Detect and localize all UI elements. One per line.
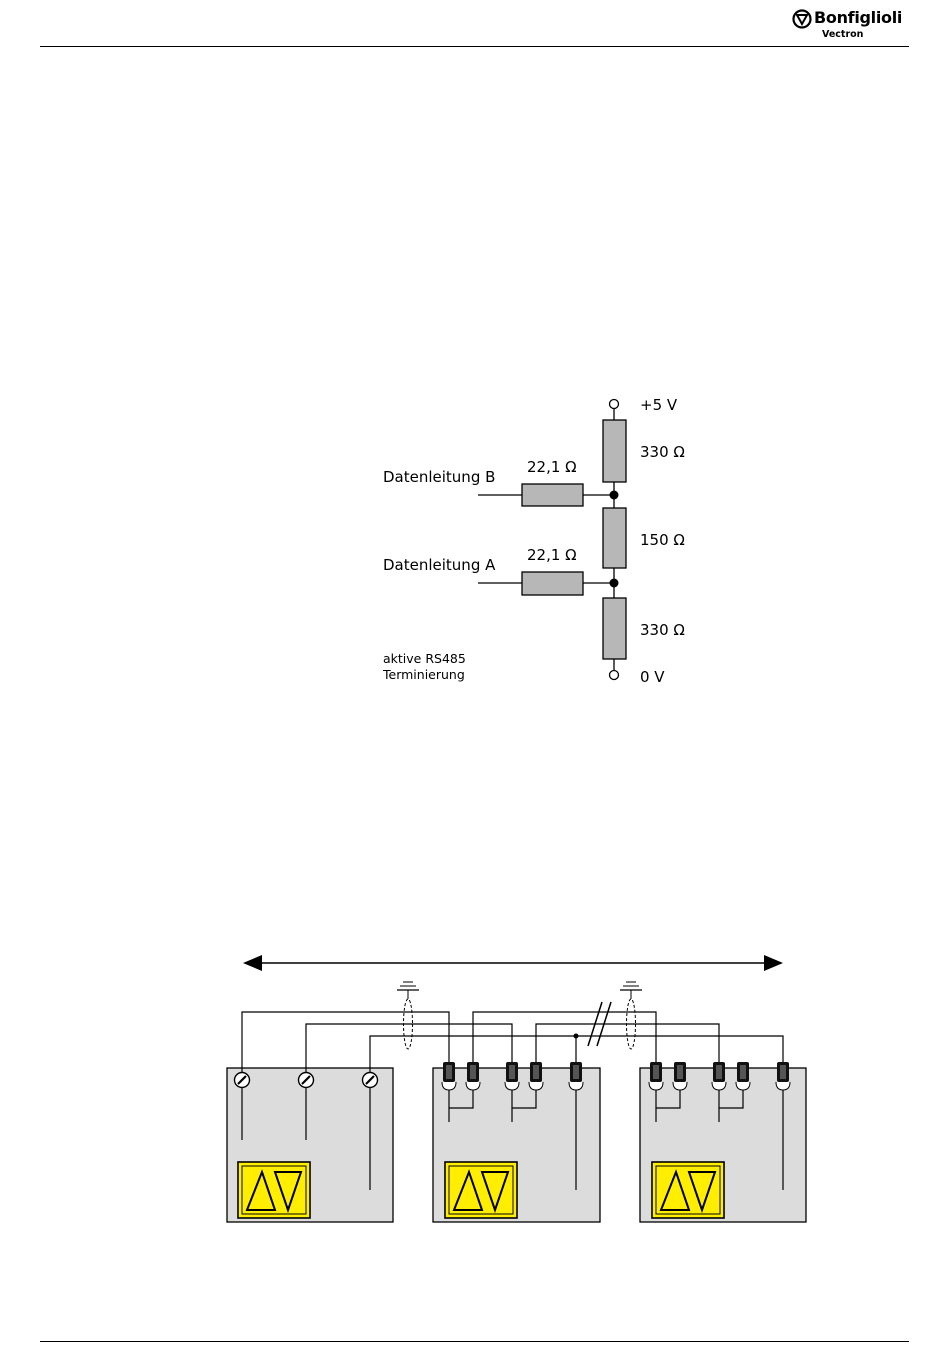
footer-rule xyxy=(40,1341,909,1342)
resistor-lower xyxy=(603,598,626,659)
brand-name: Bonfiglioli xyxy=(814,8,903,27)
inverter-symbol-icon xyxy=(238,1162,310,1218)
ground-label: 0 V xyxy=(640,668,665,686)
spring-terminal-icon xyxy=(569,1062,583,1090)
supply-label: +5 V xyxy=(640,396,678,414)
screw-terminal-icon xyxy=(299,1073,314,1088)
header-rule xyxy=(40,46,909,47)
spring-terminal-icon xyxy=(505,1062,519,1090)
screw-terminal-icon xyxy=(363,1073,378,1088)
resistor-b xyxy=(522,484,583,506)
spring-terminal-icon xyxy=(466,1062,480,1090)
resistor-middle-label: 150 Ω xyxy=(640,531,685,549)
supply-terminal xyxy=(610,400,619,409)
rs485-termination-diagram xyxy=(370,390,710,690)
spring-terminal-icon xyxy=(529,1062,543,1090)
brand-subname: Vectron xyxy=(822,29,864,40)
caption-line-2: Terminierung xyxy=(383,667,465,682)
resistor-middle xyxy=(603,508,626,568)
bonfiglioli-logo-icon xyxy=(792,9,812,29)
screw-terminal-icon xyxy=(235,1073,250,1088)
inverter-symbol-icon xyxy=(445,1162,517,1218)
caption-line-1: aktive RS485 xyxy=(383,651,466,666)
spring-terminal-icon xyxy=(673,1062,687,1090)
spring-terminal-icon xyxy=(649,1062,663,1090)
ground-terminal xyxy=(610,671,619,680)
resistor-a-label: 22,1 Ω xyxy=(527,546,577,564)
resistor-upper-label: 330 Ω xyxy=(640,443,685,461)
spring-terminal-icon xyxy=(712,1062,726,1090)
inverter-symbol-icon xyxy=(652,1162,724,1218)
resistor-lower-label: 330 Ω xyxy=(640,621,685,639)
spring-terminal-icon xyxy=(442,1062,456,1090)
spring-terminal-icon xyxy=(776,1062,790,1090)
line-a-label: Datenleitung A xyxy=(383,556,496,574)
resistor-b-label: 22,1 Ω xyxy=(527,458,577,476)
rs485-bus-wiring-diagram xyxy=(220,945,820,1230)
line-b-label: Datenleitung B xyxy=(383,468,496,486)
resistor-a xyxy=(522,572,583,595)
spring-terminal-icon xyxy=(736,1062,750,1090)
brand-logo xyxy=(792,8,912,44)
resistor-upper xyxy=(603,420,626,482)
